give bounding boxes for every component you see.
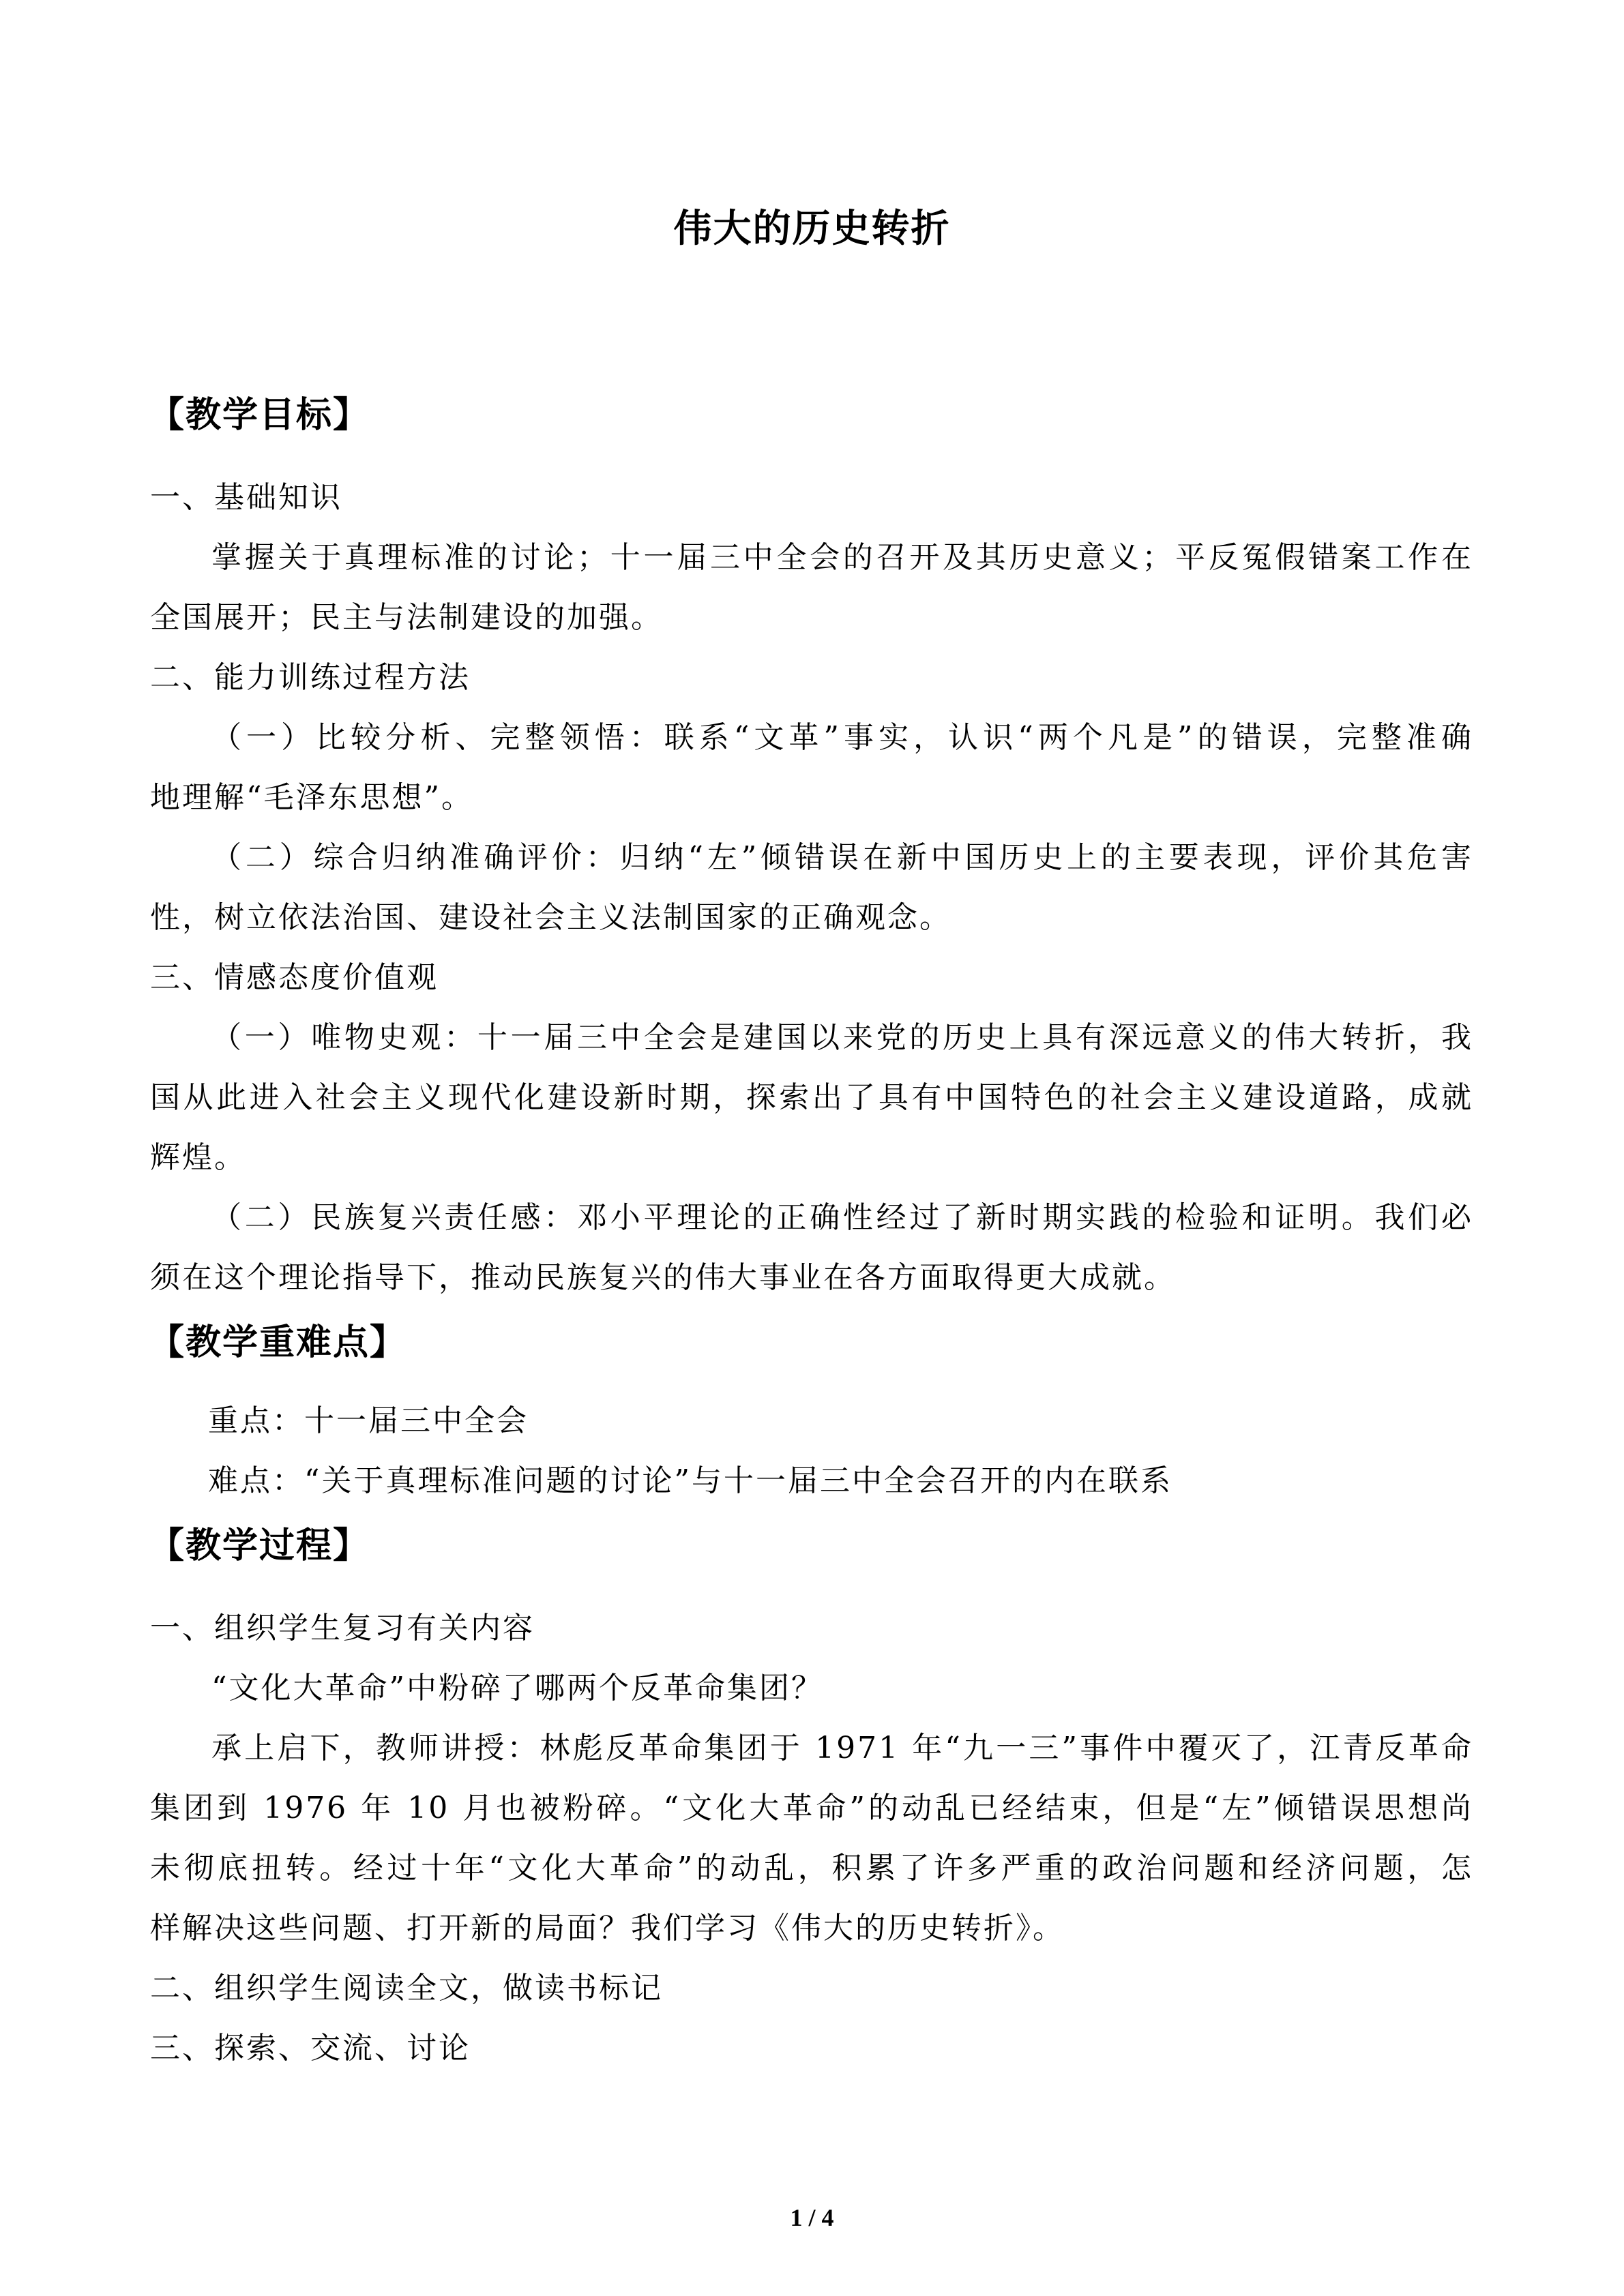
subheading-review: 一、组织学生复习有关内容 bbox=[150, 1611, 535, 1645]
paragraph-line: 须在这个理论指导下，推动民族复兴的伟大事业在各方面取得更大成就。 bbox=[150, 1260, 1176, 1295]
section-heading-goals: 【教学目标】 bbox=[149, 395, 370, 436]
section-heading-process: 【教学过程】 bbox=[149, 1525, 370, 1566]
paragraph-line: “文化大革命”中粉碎了哪两个反革命集团？ bbox=[211, 1671, 823, 1705]
paragraph-line: 样解决这些问题、打开新的局面？我们学习《伟大的历史转折》。 bbox=[150, 1911, 1065, 1945]
paragraph-line: 辉煌。 bbox=[150, 1140, 246, 1175]
paragraph-line: 地理解“毛泽东思想”。 bbox=[150, 780, 473, 815]
paragraph-line: 全国展开；民主与法制建设的加强。 bbox=[150, 600, 663, 635]
paragraph-line: （二）民族复兴责任感：邓小平理论的正确性经过了新时期实践的检验和证明。我们必 bbox=[211, 1200, 1473, 1235]
subheading-values: 三、情感态度价值观 bbox=[150, 960, 439, 995]
paragraph-line: 掌握关于真理标准的讨论；十一届三中全会的召开及其历史意义；平反冤假错案工作在 bbox=[211, 540, 1473, 575]
subheading-basic-knowledge: 一、基础知识 bbox=[150, 480, 342, 515]
difficult-point: 难点：“关于真理标准问题的讨论”与十一届三中全会召开的内在联系 bbox=[208, 1463, 1172, 1498]
key-point: 重点：十一届三中全会 bbox=[208, 1403, 529, 1438]
section-heading-keypoints: 【教学重难点】 bbox=[149, 1322, 407, 1363]
subheading-reading: 二、组织学生阅读全文，做读书标记 bbox=[150, 1971, 663, 2006]
page-title: 伟大的历史转折 bbox=[673, 207, 951, 251]
page-number: 1 / 4 bbox=[790, 2204, 834, 2231]
paragraph-line: 国从此进入社会主义现代化建设新时期，探索出了具有中国特色的社会主义建设道路，成就 bbox=[150, 1080, 1473, 1115]
paragraph-line: 未彻底扭转。经过十年“文化大革命”的动乱，积累了许多严重的政治问题和经济问题，怎 bbox=[150, 1851, 1473, 1885]
paragraph-line: （一）比较分析、完整领悟：联系“文革”事实，认识“两个凡是”的错误，完整准确 bbox=[211, 720, 1473, 755]
paragraph-line: 性，树立依法治国、建设社会主义法制国家的正确观念。 bbox=[150, 900, 951, 935]
subheading-discussion: 三、探索、交流、讨论 bbox=[150, 2031, 471, 2066]
subheading-ability: 二、能力训练过程方法 bbox=[150, 660, 471, 695]
paragraph-line: （二）综合归纳准确评价：归纳“左”倾错误在新中国历史上的主要表现，评价其危害 bbox=[211, 840, 1473, 875]
paragraph-line: 承上启下，教师讲授：林彪反革命集团于 1971 年“九一三”事件中覆灭了，江青反革命 bbox=[211, 1731, 1473, 1765]
paragraph-line: （一）唯物史观：十一届三中全会是建国以来党的历史上具有深远意义的伟大转折，我 bbox=[211, 1020, 1473, 1055]
paragraph-line: 集团到 1976 年 10 月也被粉碎。“文化大革命”的动乱已经结束，但是“左”倾错误思想尚 bbox=[150, 1791, 1473, 1825]
